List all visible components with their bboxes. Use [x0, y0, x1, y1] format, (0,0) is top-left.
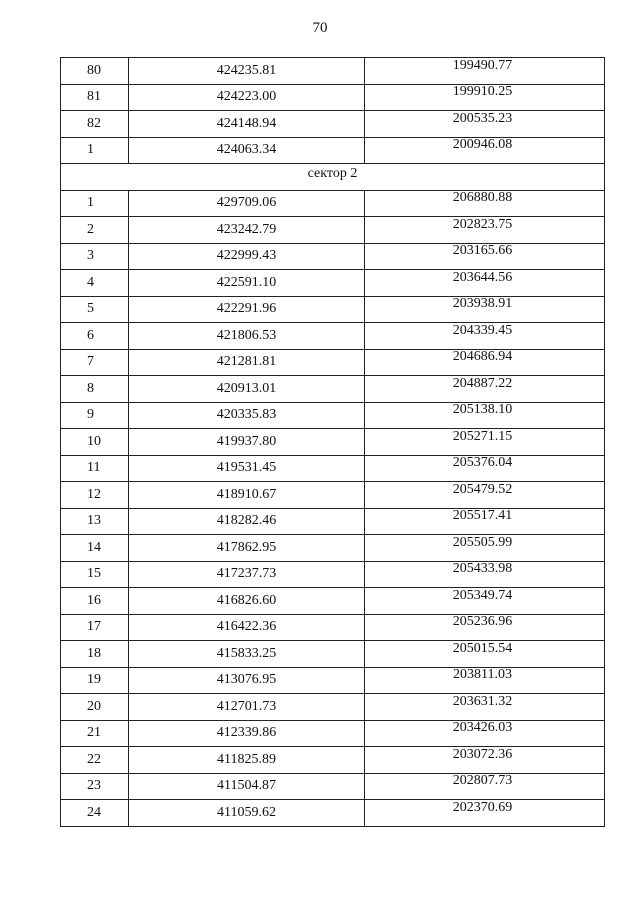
y-coordinate-cell — [365, 349, 605, 376]
point-number: 3 — [61, 243, 129, 270]
x-coordinate: 421806.53 — [129, 323, 365, 350]
table-row — [61, 111, 605, 138]
sector-label: сектор 2 — [307, 165, 358, 181]
table-row — [61, 588, 605, 615]
table-row — [61, 773, 605, 800]
point-number: 18 — [61, 641, 129, 668]
y-coordinate: 205015.54 — [452, 640, 513, 656]
table-row — [61, 349, 605, 376]
y-coordinate: 203072.36 — [452, 746, 513, 762]
y-coordinate-cell — [365, 508, 605, 535]
table-row — [61, 402, 605, 429]
y-coordinate: 203631.32 — [452, 693, 513, 709]
y-coordinate-cell — [365, 747, 605, 774]
x-coordinate: 415833.25 — [129, 641, 365, 668]
coordinates-table — [60, 57, 605, 827]
table-row — [61, 429, 605, 456]
y-coordinate: 203644.56 — [452, 269, 513, 285]
x-coordinate: 413076.95 — [129, 667, 365, 694]
y-coordinate: 200535.23 — [452, 110, 513, 126]
y-coordinate: 204686.94 — [452, 349, 513, 365]
point-number: 80 — [61, 58, 129, 85]
y-coordinate: 206880.88 — [452, 190, 513, 206]
x-coordinate: 419937.80 — [129, 429, 365, 456]
x-coordinate: 424148.94 — [129, 111, 365, 138]
y-coordinate-cell — [365, 720, 605, 747]
point-number: 2 — [61, 217, 129, 244]
y-coordinate-cell — [365, 561, 605, 588]
y-coordinate: 199910.25 — [452, 84, 513, 100]
table-row — [61, 137, 605, 164]
y-coordinate-cell — [365, 667, 605, 694]
sector-row — [61, 164, 605, 191]
table-row — [61, 323, 605, 350]
y-coordinate-cell — [365, 588, 605, 615]
x-coordinate: 417862.95 — [129, 535, 365, 562]
x-coordinate: 411825.89 — [129, 747, 365, 774]
y-coordinate: 203811.03 — [453, 667, 512, 683]
y-coordinate-cell — [365, 455, 605, 482]
point-number: 21 — [61, 720, 129, 747]
y-coordinate-cell — [365, 535, 605, 562]
point-number: 16 — [61, 588, 129, 615]
x-coordinate: 420913.01 — [129, 376, 365, 403]
y-coordinate-cell — [365, 694, 605, 721]
point-number: 6 — [61, 323, 129, 350]
y-coordinate: 204339.45 — [452, 322, 513, 338]
x-coordinate: 424063.34 — [129, 137, 365, 164]
point-number: 11 — [61, 455, 129, 482]
table-row — [61, 800, 605, 827]
y-coordinate-cell — [365, 296, 605, 323]
table-row — [61, 614, 605, 641]
y-coordinate-cell — [365, 58, 605, 85]
y-coordinate-cell — [365, 429, 605, 456]
point-number: 23 — [61, 773, 129, 800]
x-coordinate: 416422.36 — [129, 614, 365, 641]
table-row — [61, 508, 605, 535]
x-coordinate: 423242.79 — [129, 217, 365, 244]
y-coordinate: 205236.96 — [452, 614, 513, 630]
table-row — [61, 720, 605, 747]
x-coordinate: 417237.73 — [129, 561, 365, 588]
table-row — [61, 694, 605, 721]
table-row — [61, 455, 605, 482]
table-row — [61, 667, 605, 694]
y-coordinate-cell — [365, 773, 605, 800]
table-row — [61, 296, 605, 323]
y-coordinate: 202807.73 — [452, 773, 513, 789]
x-coordinate: 412339.86 — [129, 720, 365, 747]
table-row — [61, 641, 605, 668]
table-row — [61, 747, 605, 774]
point-number: 12 — [61, 482, 129, 509]
y-coordinate-cell — [365, 800, 605, 827]
point-number: 17 — [61, 614, 129, 641]
point-number: 8 — [61, 376, 129, 403]
y-coordinate-cell — [365, 84, 605, 111]
point-number: 10 — [61, 429, 129, 456]
point-number: 14 — [61, 535, 129, 562]
y-coordinate-cell — [365, 641, 605, 668]
point-number: 13 — [61, 508, 129, 535]
x-coordinate: 422591.10 — [129, 270, 365, 297]
y-coordinate: 202370.69 — [452, 799, 513, 815]
x-coordinate: 421281.81 — [129, 349, 365, 376]
table-row — [61, 535, 605, 562]
x-coordinate: 416826.60 — [129, 588, 365, 615]
point-number: 24 — [61, 800, 129, 827]
y-coordinate-cell — [365, 190, 605, 217]
y-coordinate: 205479.52 — [452, 481, 513, 497]
x-coordinate: 422999.43 — [129, 243, 365, 270]
y-coordinate-cell — [365, 243, 605, 270]
x-coordinate: 429709.06 — [129, 190, 365, 217]
point-number: 81 — [61, 84, 129, 111]
y-coordinate-cell — [365, 376, 605, 403]
point-number: 4 — [61, 270, 129, 297]
y-coordinate: 202823.75 — [452, 216, 513, 232]
y-coordinate: 205349.74 — [452, 587, 513, 603]
point-number: 19 — [61, 667, 129, 694]
y-coordinate-cell — [365, 323, 605, 350]
y-coordinate: 205271.15 — [452, 428, 513, 444]
table-row — [61, 482, 605, 509]
table-row — [61, 243, 605, 270]
y-coordinate-cell — [365, 482, 605, 509]
point-number: 15 — [61, 561, 129, 588]
y-coordinate-cell — [365, 111, 605, 138]
y-coordinate: 200946.08 — [452, 137, 513, 153]
point-number: 7 — [61, 349, 129, 376]
x-coordinate: 424223.00 — [129, 84, 365, 111]
x-coordinate: 411059.62 — [129, 800, 365, 827]
point-number: 5 — [61, 296, 129, 323]
table-row — [61, 84, 605, 111]
table-row — [61, 217, 605, 244]
point-number: 1 — [61, 137, 129, 164]
table-row — [61, 561, 605, 588]
y-coordinate: 205433.98 — [452, 561, 513, 577]
sector-cell — [61, 164, 605, 191]
y-coordinate: 203938.91 — [452, 296, 513, 312]
y-coordinate: 199490.77 — [452, 57, 513, 73]
x-coordinate: 419531.45 — [129, 455, 365, 482]
x-coordinate: 420335.83 — [129, 402, 365, 429]
y-coordinate-cell — [365, 270, 605, 297]
point-number: 22 — [61, 747, 129, 774]
x-coordinate: 418282.46 — [129, 508, 365, 535]
x-coordinate: 412701.73 — [129, 694, 365, 721]
y-coordinate-cell — [365, 217, 605, 244]
x-coordinate: 422291.96 — [129, 296, 365, 323]
y-coordinate-cell — [365, 137, 605, 164]
table-row — [61, 376, 605, 403]
page-number: 70 — [312, 20, 328, 36]
y-coordinate: 203165.66 — [452, 243, 513, 259]
y-coordinate: 205517.41 — [452, 508, 513, 524]
table-row — [61, 270, 605, 297]
y-coordinate: 203426.03 — [452, 720, 513, 736]
table-row — [61, 190, 605, 217]
y-coordinate: 204887.22 — [452, 375, 513, 391]
x-coordinate: 418910.67 — [129, 482, 365, 509]
point-number: 1 — [61, 190, 129, 217]
x-coordinate: 424235.81 — [129, 58, 365, 85]
point-number: 82 — [61, 111, 129, 138]
y-coordinate-cell — [365, 614, 605, 641]
y-coordinate: 205376.04 — [452, 455, 513, 471]
x-coordinate: 411504.87 — [129, 773, 365, 800]
y-coordinate-cell — [365, 402, 605, 429]
point-number: 20 — [61, 694, 129, 721]
point-number: 9 — [61, 402, 129, 429]
y-coordinate: 205505.99 — [452, 534, 513, 550]
coordinates-table-body — [61, 58, 605, 827]
y-coordinate: 205138.10 — [452, 402, 513, 418]
table-row — [61, 58, 605, 85]
